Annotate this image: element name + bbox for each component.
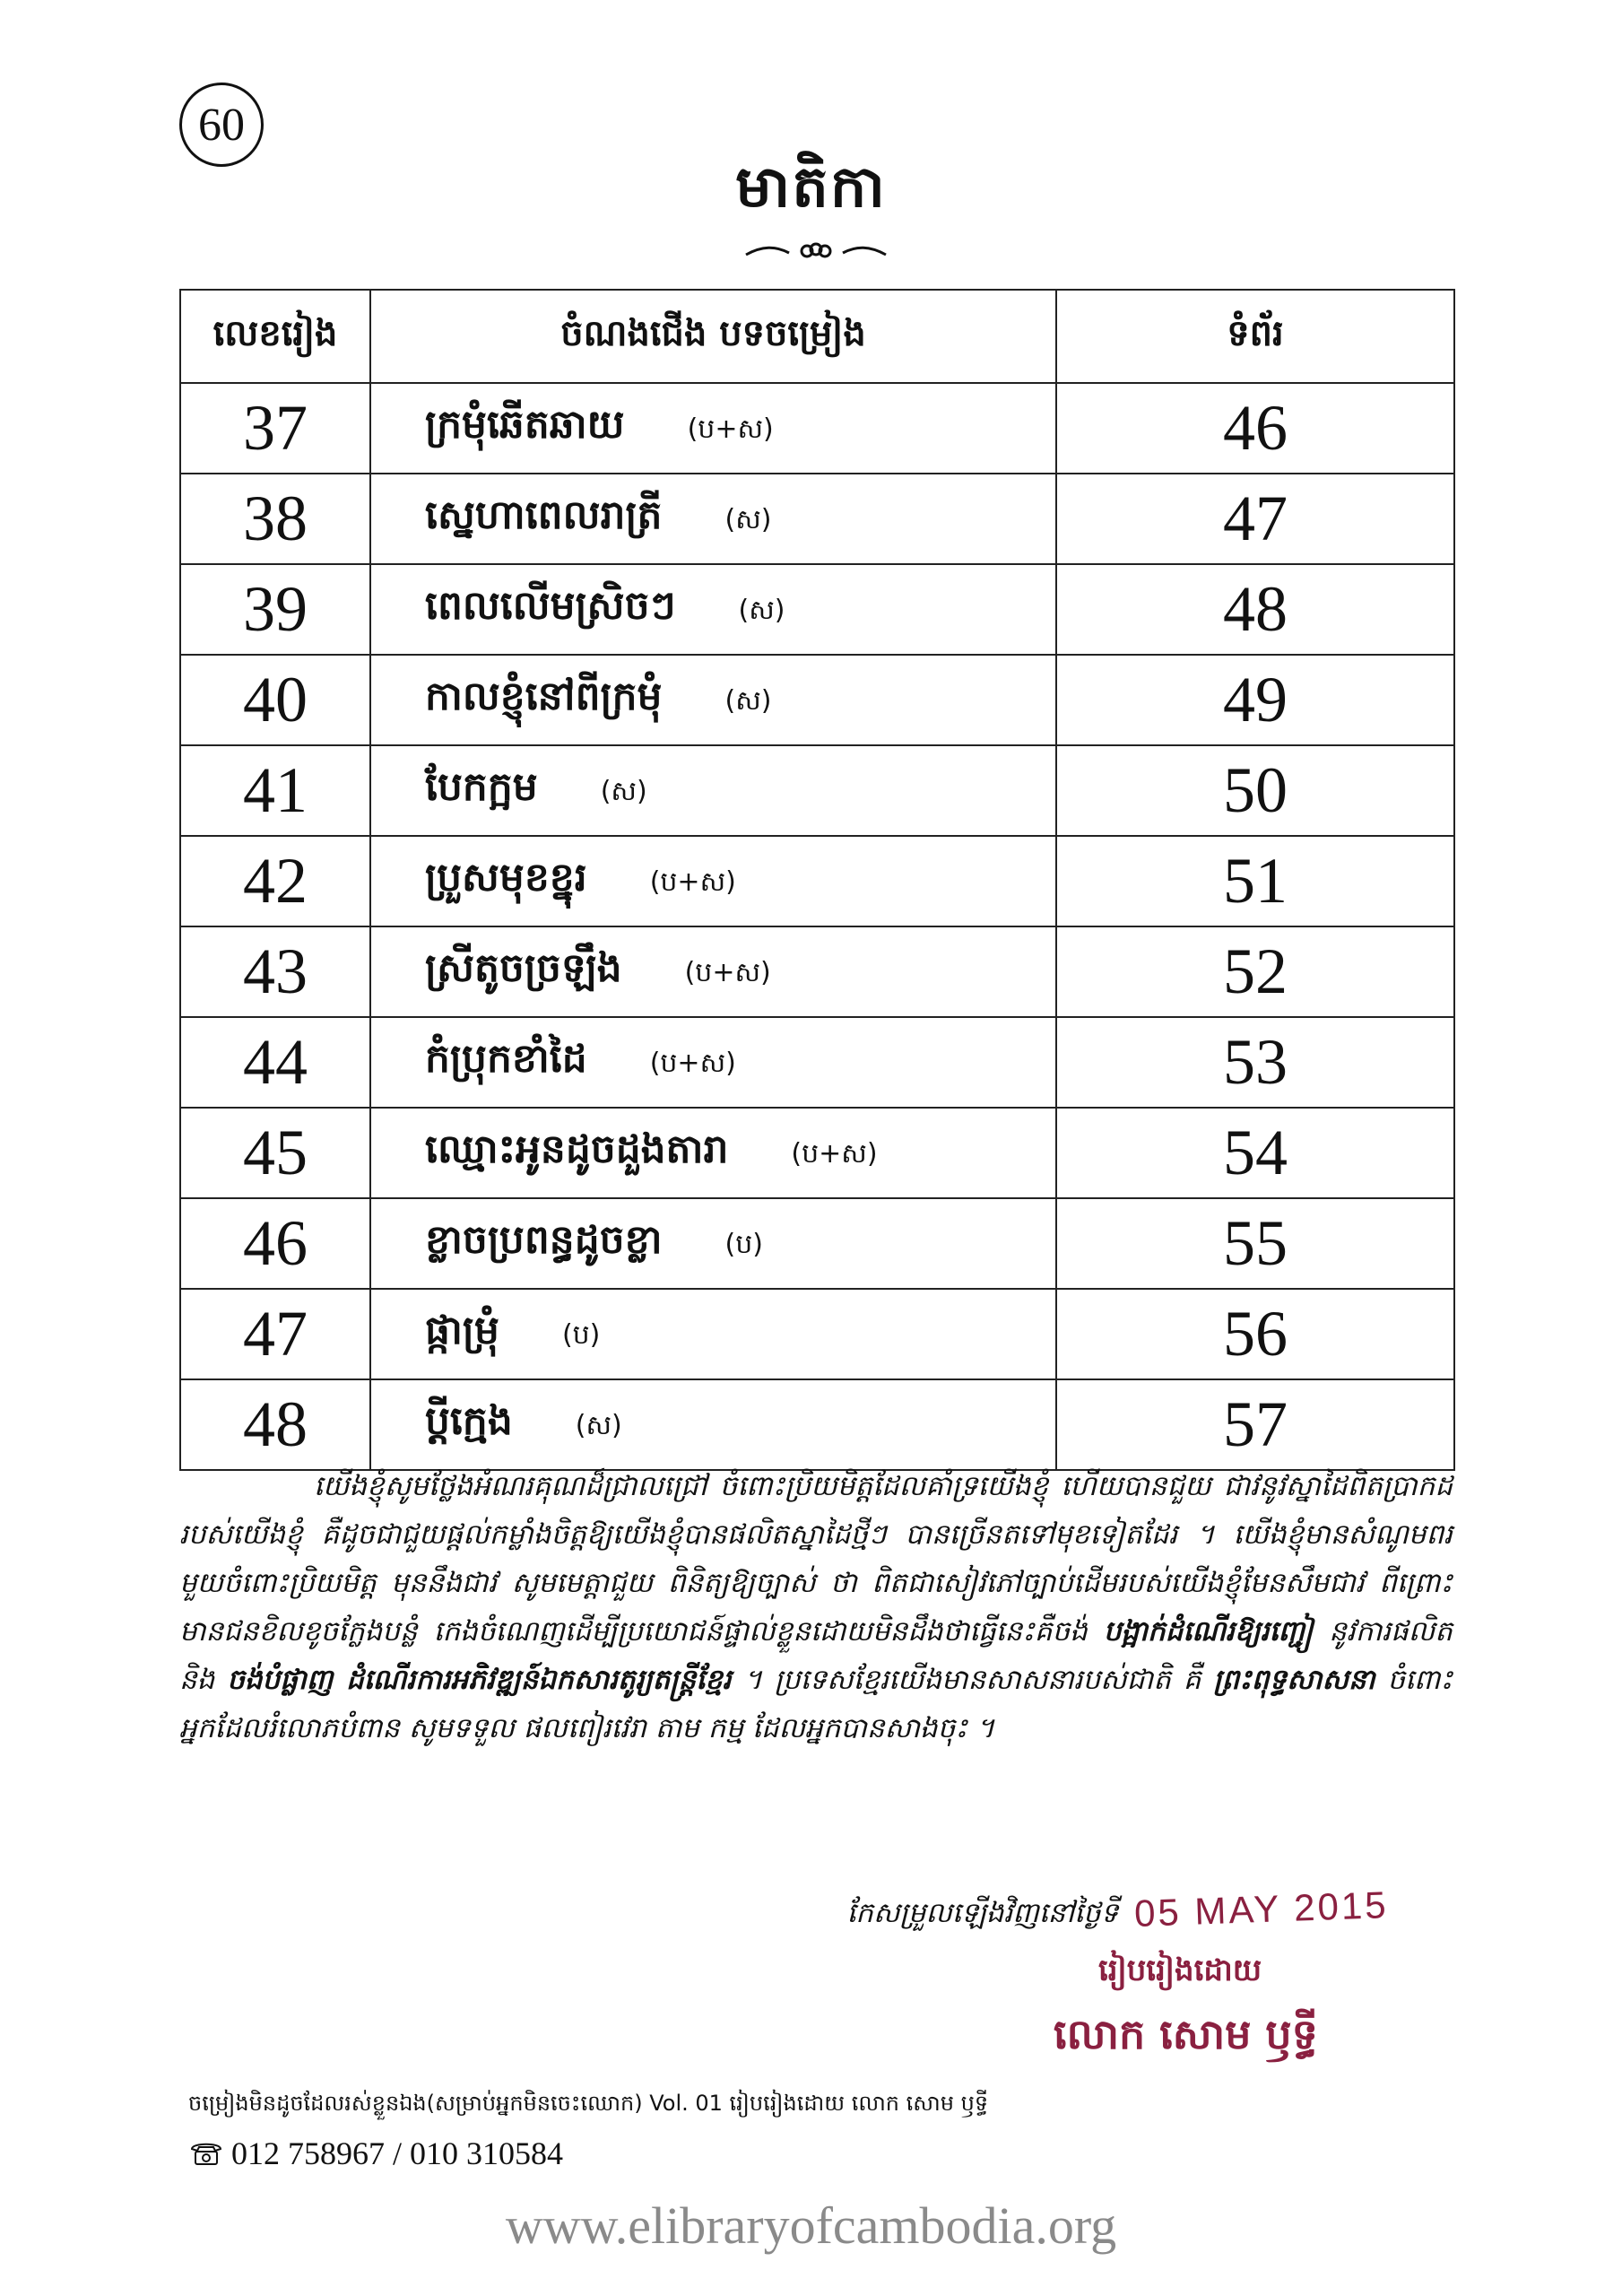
song-tag: (ប+ស)	[687, 413, 774, 445]
table-row	[180, 474, 1454, 564]
row-page: 49	[1056, 655, 1454, 745]
row-number: 48	[180, 1379, 370, 1470]
song-title: ខ្លាចប្រពន្ធដូចខ្លា	[425, 1216, 663, 1263]
table-row	[180, 383, 1454, 474]
row-title-cell	[370, 745, 1056, 836]
song-title: ស្នេហាពេលរាត្រី	[425, 491, 663, 538]
song-tag: (ស)	[575, 1409, 622, 1441]
song-tag: (ប)	[561, 1318, 601, 1351]
row-title-cell	[370, 1198, 1056, 1289]
row-number: 41	[180, 745, 370, 836]
header-title: ចំណងជើង បទចម្រៀង	[370, 290, 1056, 383]
song-tag: (ប+ស)	[684, 956, 771, 988]
song-tag: (ស)	[738, 594, 785, 626]
row-title-cell	[370, 1379, 1056, 1470]
song-title: ឈ្មោះអូនដូចដួងតារា	[425, 1126, 729, 1172]
revised-date-line	[846, 1883, 1390, 1936]
website-watermark[interactable]: www.elibraryofcambodia.org	[505, 2196, 1117, 2255]
row-page: 48	[1056, 564, 1454, 655]
page-title: មាតិកា	[735, 154, 887, 221]
song-tag: (ស)	[724, 503, 772, 535]
song-tag: (ស)	[724, 684, 772, 717]
row-title-cell	[370, 564, 1056, 655]
footer-credit: ចម្រៀងមិនដូចដែលរស់ខ្លួនឯង(សម្រាប់អ្នកមិនចេះឈោក) Vol. 01 រៀបរៀងដោយ លោក សោម ឫទ្ធី	[188, 2091, 989, 2116]
row-title-cell	[370, 1017, 1056, 1108]
row-number: 39	[180, 564, 370, 655]
notice-bold-2: ចង់បំផ្លាញ ដំណើរការអភិវឌ្ឍន៍ឯកសារតូរ្យតន្ត្រីខ្មែរ	[227, 1664, 732, 1696]
row-number: 47	[180, 1289, 370, 1379]
row-title-cell	[370, 1289, 1056, 1379]
row-page: 54	[1056, 1108, 1454, 1198]
notice-text-4: ចំពោះអ្នកដែលរំលោភបំពាន សូមទទួល ផលពៀរវេរា តាម កម្ម ដែលអ្នកបានសាងចុះ ។	[179, 1664, 1453, 1744]
song-title: ក្រមុំឆើតឆាយ	[425, 401, 625, 448]
row-title-cell	[370, 383, 1056, 474]
notice-text-2: នូវការផលិត និង	[179, 1615, 1453, 1696]
page-number: 60	[179, 83, 264, 167]
song-title: កំប្រុកខាំដៃ	[425, 1035, 587, 1082]
table-row	[180, 926, 1454, 1017]
song-title: ប្ដីក្មេង	[425, 1397, 513, 1444]
song-tag: (ប+ស)	[791, 1137, 878, 1170]
row-number: 43	[180, 926, 370, 1017]
song-title: ស្រីតូចច្រឡឹង	[425, 944, 622, 991]
row-title-cell	[370, 926, 1056, 1017]
telephone-icon	[188, 2140, 224, 2167]
row-title-cell	[370, 474, 1056, 564]
song-tag: (ប+ស)	[649, 1047, 736, 1079]
table-row	[180, 745, 1454, 836]
row-number: 46	[180, 1198, 370, 1289]
table-row	[180, 1198, 1454, 1289]
row-page: 52	[1056, 926, 1454, 1017]
row-page: 53	[1056, 1017, 1454, 1108]
row-page: 57	[1056, 1379, 1454, 1470]
notice-text-3: ។ ប្រទេសខ្មែរយើងមានសាសនារបស់ជាតិ គឺ	[731, 1664, 1214, 1696]
row-page: 47	[1056, 474, 1454, 564]
row-number: 38	[180, 474, 370, 564]
row-page: 55	[1056, 1198, 1454, 1289]
row-title-cell	[370, 1108, 1056, 1198]
notice-text-1: យើងខ្ញុំសូមថ្លែងអំណរគុណដ៏ជ្រាលជ្រៅ ចំពោះប្រិយមិត្តដែលគាំទ្រយើងខ្ញុំ ហើយបានជួយ ជាវនូវស្នាដៃពិតប្រាកដរបស់យើងខ្ញុំ គឺដូចជាជួយផ្ដល់កម្លាំងចិត្តឱ្យយើងខ្ញុំបានផលិតស្នាដៃថ្មីៗ បានច្រើនតទៅមុខទៀតដែរ ។ យើងខ្ញុំមានសំណូមពរមួយចំពោះប្រិយមិត្ត មុននឹងជាវ សូមមេត្តាជួយ ពិនិត្យឱ្យច្បាស់ ថា ពិតជាសៀវភៅច្បាប់ដើមរបស់យើងខ្ញុំមែនសឹមជាវ ពីព្រោះមានជនខិលខូចក្លែងបន្លំ កេងចំណេញដើម្បីប្រយោជន៍ផ្ទាល់ខ្លួនដោយមិនដឹងថាធ្វើនេះគឺចង់	[179, 1470, 1453, 1648]
song-title: កាលខ្ញុំនៅពីក្រមុំ	[425, 673, 663, 719]
row-title-cell	[370, 836, 1056, 926]
table-of-contents	[179, 289, 1455, 1471]
row-page: 56	[1056, 1289, 1454, 1379]
song-tag: (ប+ស)	[649, 865, 736, 898]
notice-bold-1: បង្អាក់ដំណើរឱ្យរញ្ជៀ	[1103, 1615, 1314, 1648]
table-header-row	[180, 290, 1454, 383]
row-number: 44	[180, 1017, 370, 1108]
row-number: 40	[180, 655, 370, 745]
row-number: 42	[180, 836, 370, 926]
song-title: ពេលលើមស្រិចៗ	[425, 582, 676, 629]
compiler-name: លោក សោម ឫទ្ធី	[1054, 2010, 1318, 2058]
date-stamp: 05 MAY 2015	[1133, 1883, 1390, 1935]
song-title: ផ្កាម្រុំ	[425, 1307, 499, 1353]
header-number: លេខរៀង	[180, 290, 370, 383]
notice-bold-3: ព្រះពុទ្ធសាសនា	[1213, 1664, 1375, 1696]
compiled-by-label: រៀបរៀងដោយ	[1098, 1952, 1262, 1988]
header-page: ទំព័រ	[1056, 290, 1454, 383]
song-tag: (ស)	[600, 775, 647, 807]
row-number: 37	[180, 383, 370, 474]
row-page: 50	[1056, 745, 1454, 836]
row-title-cell	[370, 655, 1056, 745]
row-page: 51	[1056, 836, 1454, 926]
phone-numbers: 012 758967 / 010 310584	[231, 2135, 564, 2171]
song-title: ប្រួសមុខខ្នុរ	[425, 854, 587, 900]
table-row	[180, 836, 1454, 926]
phone-line	[188, 2135, 563, 2172]
ornament-divider	[744, 242, 888, 260]
table-row	[180, 564, 1454, 655]
table-row	[180, 1017, 1454, 1108]
notice-paragraph	[179, 1462, 1453, 1752]
row-number: 45	[180, 1108, 370, 1198]
row-page: 46	[1056, 383, 1454, 474]
table-row	[180, 1289, 1454, 1379]
table-row	[180, 1379, 1454, 1470]
song-title: បែកក្អម	[425, 763, 538, 810]
song-tag: (ប)	[724, 1228, 763, 1260]
table-row	[180, 655, 1454, 745]
revised-label: កែសម្រួលឡើងវិញនៅថ្ងៃទី	[846, 1897, 1119, 1929]
table-row	[180, 1108, 1454, 1198]
